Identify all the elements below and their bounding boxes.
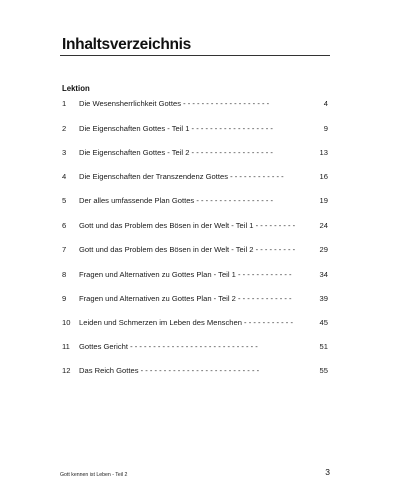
toc-entry-page: 51	[319, 342, 328, 351]
toc-entry-page: 13	[319, 148, 328, 157]
toc-entry[interactable]	[60, 99, 328, 110]
toc-entry-number: 6	[62, 221, 67, 230]
toc-entry-page: 29	[319, 245, 328, 254]
toc-entry[interactable]	[60, 221, 328, 232]
page-title: Inhaltsverzeichnis	[62, 36, 191, 53]
toc-entry-number: 8	[62, 270, 67, 279]
toc-entry-page: 55	[319, 366, 328, 375]
toc-entry-number: 3	[62, 148, 67, 157]
toc-entry-number: 10	[62, 318, 71, 327]
toc-entry-number: 1	[62, 99, 67, 108]
toc-entry-page: 34	[319, 270, 328, 279]
toc-entry-page: 39	[319, 294, 328, 303]
toc-entry-page: 16	[319, 172, 328, 181]
toc-entry-title: Das Reich Gottes - - - - - - - - - - - - - - - - - - - - - - - - - -	[79, 366, 260, 375]
toc-entry[interactable]	[60, 245, 328, 256]
toc-entry-page: 45	[319, 318, 328, 327]
section-label: Lektion	[62, 84, 90, 93]
footer-page-number: 3	[325, 467, 330, 477]
toc-entry-number: 2	[62, 124, 67, 133]
toc-entry-title: Die Wesensherrlichkeit Gottes - - - - - - - - - - - - - - - - - - -	[79, 99, 270, 108]
toc-entry-title: Die Eigenschaften Gottes - Teil 2 - - - - - - - - - - - - - - - - - -	[79, 148, 273, 157]
toc-entry[interactable]	[60, 270, 328, 281]
toc-entry-page: 4	[323, 99, 328, 108]
toc-entry-page: 24	[319, 221, 328, 230]
toc-entry-number: 9	[62, 294, 67, 303]
toc-entry-title: Leiden und Schmerzen im Leben des Menschen - - - - - - - - - - -	[79, 318, 293, 327]
toc-entry-page: 9	[323, 124, 328, 133]
toc-entry[interactable]	[60, 172, 328, 183]
toc-entry-title: Gottes Gericht - - - - - - - - - - - - - - - - - - - - - - - - - - - -	[79, 342, 258, 351]
footer-book-title: Gott kennen ist Leben - Teil 2	[60, 472, 128, 478]
toc-entry-number: 7	[62, 245, 67, 254]
toc-entry[interactable]	[60, 196, 328, 207]
toc-entry-title: Fragen und Alternativen zu Gottes Plan - Teil 2 - - - - - - - - - - - -	[79, 294, 292, 303]
toc-entry[interactable]	[60, 318, 328, 329]
toc-entry-title: Die Eigenschaften der Transzendenz Gottes - - - - - - - - - - - -	[79, 172, 284, 181]
toc-entry-title: Gott und das Problem des Bösen in der Welt - Teil 1 - - - - - - - - -	[79, 221, 296, 230]
toc-entry-number: 12	[62, 366, 71, 375]
toc-entry[interactable]	[60, 342, 328, 353]
toc-entry-number: 11	[62, 342, 70, 351]
toc-entry-number: 4	[62, 172, 67, 181]
toc-entry-title: Die Eigenschaften Gottes - Teil 1 - - - - - - - - - - - - - - - - - -	[79, 124, 273, 133]
toc-entry[interactable]	[60, 124, 328, 135]
toc-entry[interactable]	[60, 148, 328, 159]
toc-entry-title: Gott und das Problem des Bösen in der Welt - Teil 2 - - - - - - - - -	[79, 245, 296, 254]
toc-entry-number: 5	[62, 196, 67, 205]
toc-entry[interactable]	[60, 294, 328, 305]
toc-entry-page: 19	[319, 196, 328, 205]
toc-entry-title: Der alles umfassende Plan Gottes - - - - - - - - - - - - - - - - -	[79, 196, 274, 205]
title-rule	[60, 55, 330, 56]
toc-entry[interactable]	[60, 366, 328, 377]
toc-entry-title: Fragen und Alternativen zu Gottes Plan - Teil 1 - - - - - - - - - - - -	[79, 270, 292, 279]
